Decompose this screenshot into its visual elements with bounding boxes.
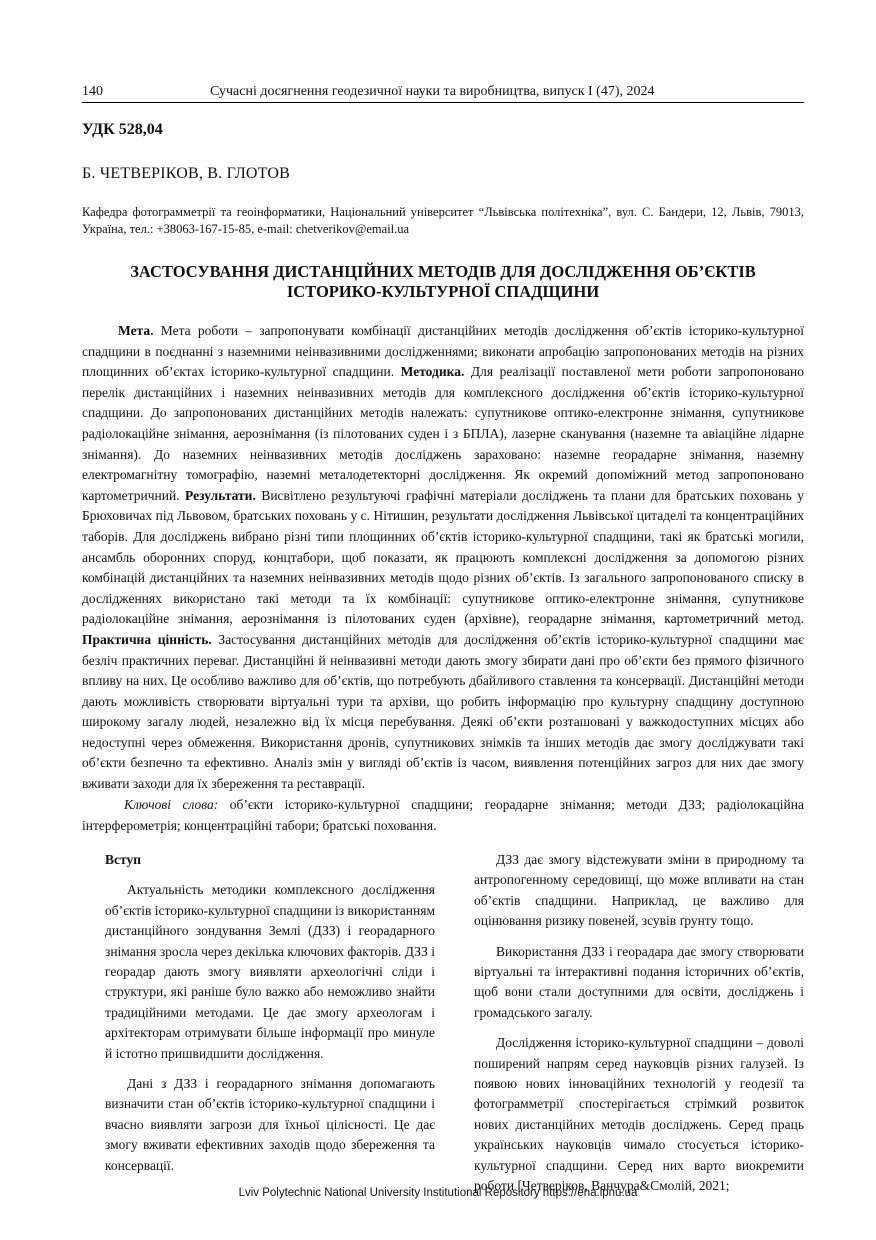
keywords-text: об’єкти історико-культурної спадщини; георадарне знімання; методи ДЗЗ; радіолокаційна інтерферометрія; концентраційні табори; братські поховання.	[82, 797, 804, 833]
title-line-2: ІСТОРИКО-КУЛЬТУРНОЇ СПАДЩИНИ	[286, 282, 600, 301]
goal-label: Мета.	[118, 323, 154, 338]
abstract-paragraph	[82, 321, 804, 795]
paper-title	[82, 262, 804, 302]
journal-header: Сучасні досягнення геодезичної науки та виробництва, випуск I (47), 2024	[210, 84, 655, 99]
intro-heading: Вступ	[105, 852, 141, 867]
results-label: Результати.	[185, 487, 256, 503]
abstract	[82, 321, 804, 795]
body-paragraph: ДЗЗ дає змогу відстежувати зміни в природному та антропогенному середовищі, що може впливати на стан об’єктів спадщини. Наприклад, це важливо для оцінювання ризику повеней, зсувів ґрунту тощо.	[474, 852, 804, 929]
header-rule	[82, 102, 804, 103]
method-label: Методика.	[400, 364, 465, 380]
results-text: Висвітлено результуючі графічні матеріали досліджень та плани для братських поховань у Брюховичах під Львовом, братських поховань у с. Нітишин, результати дослідження Львівської цитаделі та концентраційних таборів. Для досліджень вибрано різні типи площинних об’єктів історико-культурної спадщини, такі як братські могили, ансамбль оборонних споруд, концтабори, щоб показати, як працюють комплексні дослідження за допомогою різних комбінацій дистанційних та наземних неінвазивних методів щодо різних об’єктів. Із загального запропонованого списку в дослідженнях використано такі методи та їх комбінації: супутникове оптико-електронне знімання, супутникове радіолокаційне знімання, аерознімання із пілотованих суден (архівне), георадарне знімання, картометричний метод.	[82, 487, 804, 627]
keywords-label: Ключові слова:	[124, 797, 219, 812]
body-paragraph: Дані з ДЗЗ і георадарного знімання допомагають визначити стан об’єктів історико-культурної спадщини і вчасно виявляти загрози для їхньої цілісності. Це дає змогу вживати ефективних заходів щодо збереження та консервації.	[105, 1076, 435, 1173]
page-number: 140	[82, 84, 103, 99]
body-column-right	[474, 850, 804, 1207]
affiliation: Кафедра фотограмметрії та геоінформатики, Національний університет “Львівська політехніка”, вул. С. Бандери, 12, Львів, 79013, Україна, тел.: +38063-167-15-85, e-mail: chetverikov@email.ua	[82, 205, 804, 236]
body-paragraph: Актуальність методики комплексного дослідження об’єктів історико-культурної спадщини із використанням дистанційного зондування Землі (ДЗЗ) і георадарного знімання зросла через декілька ключових факторів. ДЗЗ і георадар дають змогу виявляти археологічні сліди і структури, які раніше було важко або неможливо знайти традиційними методами. Це дає змогу археологам і архітекторам отримувати більше інформації про минуле й істотно пришвидшити дослідження.	[105, 882, 435, 1061]
goal-text: Мета роботи – запропонувати комбінації дистанційних методів дослідження об’єктів історико-культурної спадщини в поєднанні з наземними неінвазивними дослідженнями; виконати апробацію запропонованих методів на різних площинних об’єктах історико-культурної спадщини.	[82, 323, 804, 380]
authors: Б. ЧЕТВЕРІКОВ, В. ГЛОТОВ	[82, 165, 291, 182]
keywords-paragraph	[82, 795, 804, 836]
title-line-1: ЗАСТОСУВАННЯ ДИСТАНЦІЙНИХ МЕТОДІВ ДЛЯ ДОСЛІДЖЕННЯ ОБ’ЄКТІВ	[130, 262, 756, 281]
method-text: Для реалізації поставленої мети роботи запропоновано перелік дистанційних і наземних неінвазивних методів для комплексного дослідження об’єктів історико-культурної спадщини. До запропонованих дистанційних методів належать: супутникове оптико-електронне знімання, супутникове радіолокаційне знімання, аерознімання (із пілотованих суден і з БПЛА), лазерне сканування (наземне та авіаційне лідарне знімання). До наземних неінвазивних методів досліджень зараховано: наземне георадарне знімання, наземну електромагнітну томографію, наземні металодетекторні дослідження. Як окремий допоміжний метод запропоновано картометричний.	[82, 364, 804, 503]
body-column-left	[105, 850, 435, 1186]
value-text: Застосування дистанційних методів для дослідження об’єктів історико-культурної спадщини має безліч практичних переваг. Дистанційні й неінвазивні методи дають змогу збирати дані про об’єкти без прямого фізичного впливу на них. Це особливо важливо для об’єктів, що потребують дбайливого ставлення та консервації. Дистанційні методи дають можливість створювати віртуальні тури та архіви, що робить інформацію про культурну спадщину доступною широкому загалу людей, незалежно від їх місця перебування. Деякі об’єкти розташовані у важкодоступних місцях або недоступні через обмеження. Використання дронів, супутникових знімків та інших методів дає змогу досліджувати такі об’єкти безпечно та ефективно. Аналіз змін у вигляді об’єктів із часом, виявлення потенційних загроз для них дає змогу вживати заходи для їх збереження та реставрації.	[82, 631, 804, 792]
keywords	[82, 795, 804, 836]
repository-footer: Lviv Polytechnic National University Institutional Repository https://ena.lpnu.ua	[238, 1187, 638, 1199]
body-paragraph: Дослідження історико-культурної спадщини – доволі поширений напрям серед науковців різних галузей. Із появою нових інноваційних технологій у геодезії та фотограмметрії спостерігається стрімкий розвиток нових дистанційних методів досліджень. Серед праць українських науковців чимало стосується історико-культурної спадщини. Серед них варто виокремити роботи [Четверіков, Ванчура&Смолій, 2021;	[474, 1035, 804, 1194]
body-paragraph: Використання ДЗЗ і георадара дає змогу створювати віртуальні та інтерактивні подання історичних об’єктів, щоб вони стали доступними для освіти, досліджень і громадського загалу.	[474, 943, 804, 1020]
value-label: Практична цінність.	[82, 631, 212, 647]
udk-code: УДК 528,04	[82, 121, 163, 138]
